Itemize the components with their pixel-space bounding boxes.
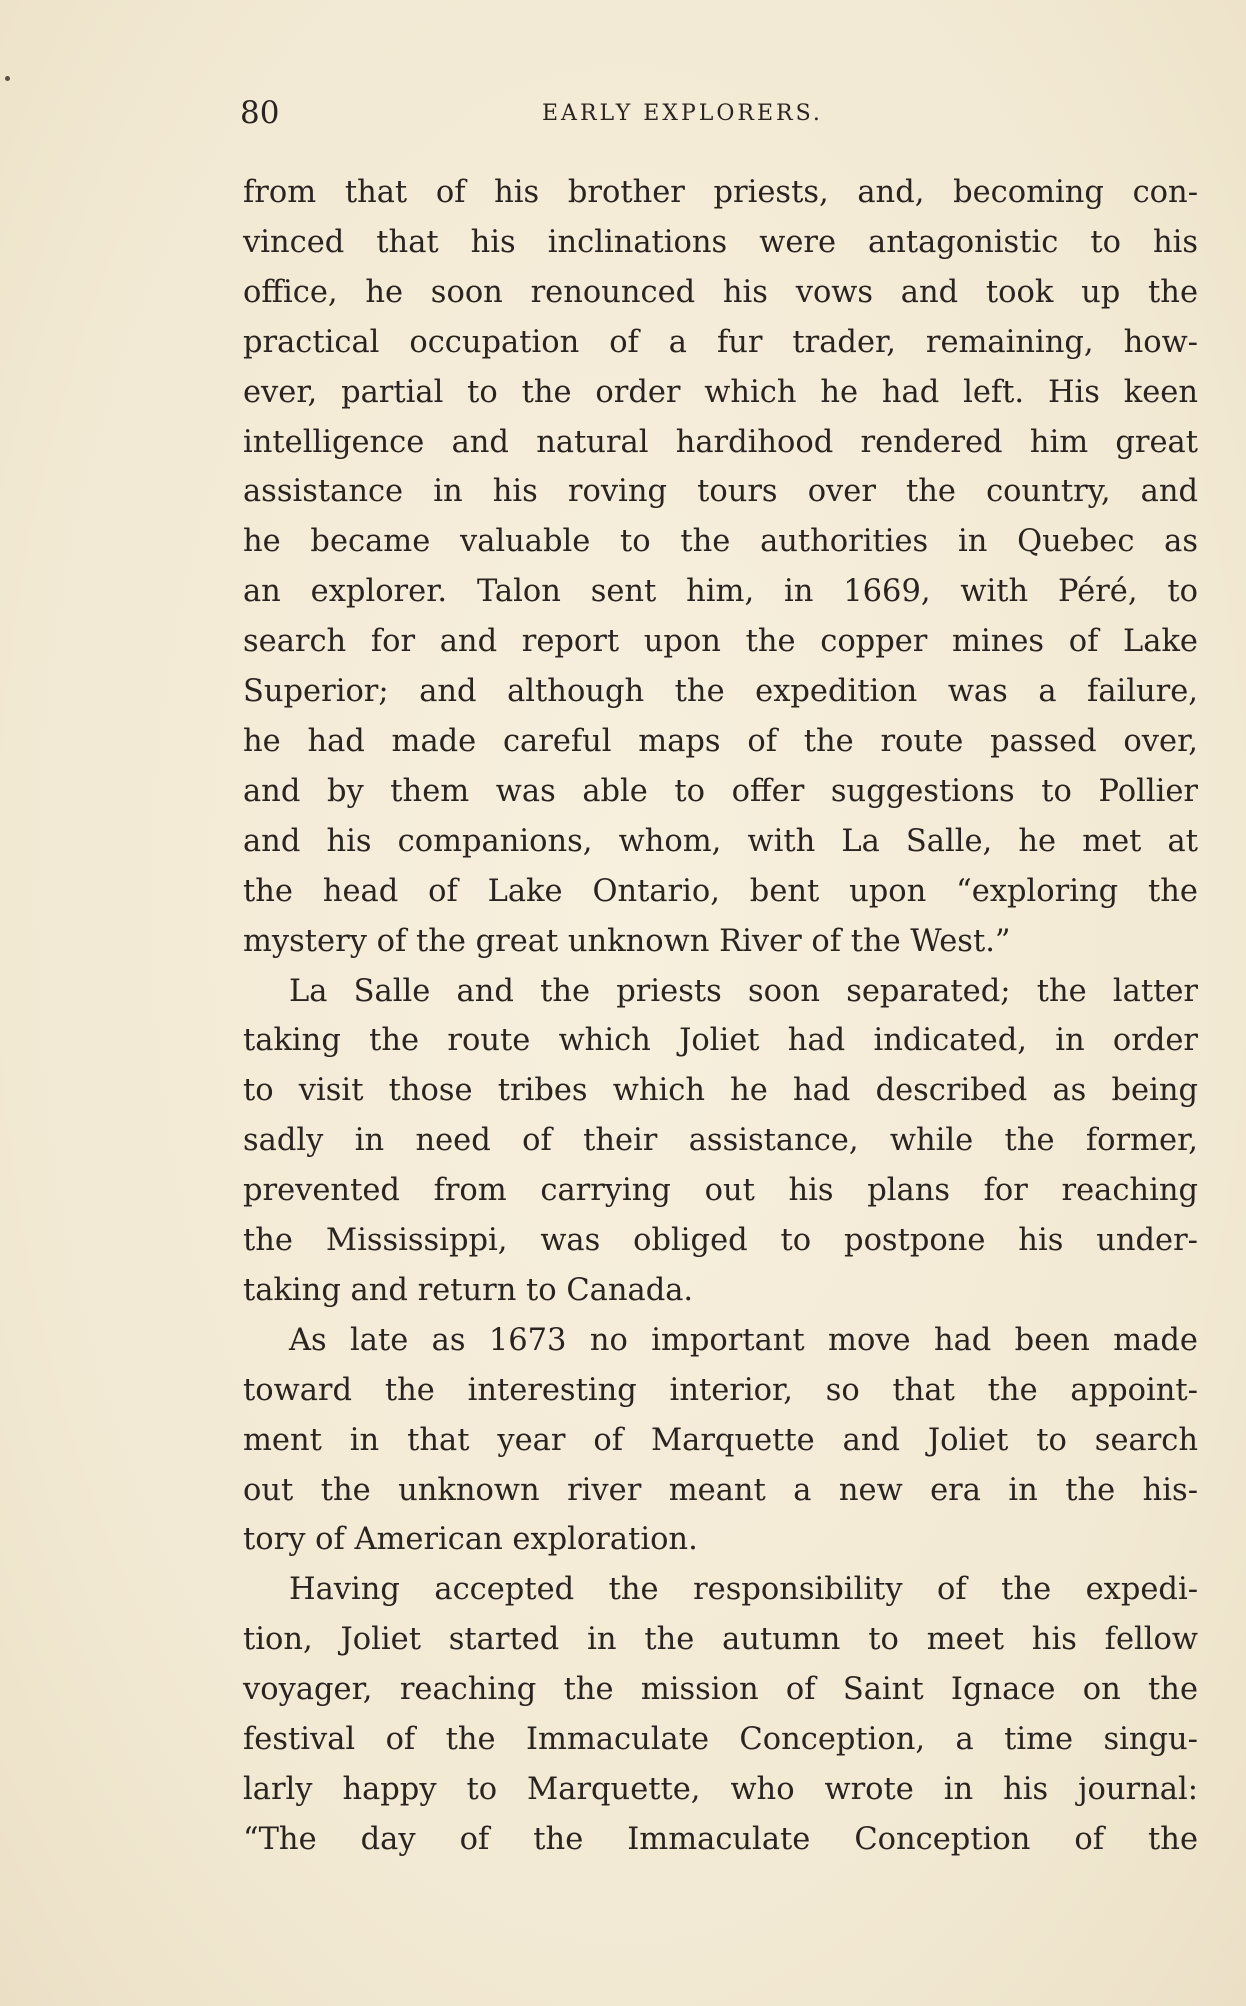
text-line: intelligence and natural hardihood rendered him great [243,424,1198,460]
text-line: Having accepted the responsibility of the expedi- [289,1572,1198,1608]
text-line: “The day of the Immaculate Conception of the [243,1821,1198,1857]
text-line: and by them was able to offer suggestions to Pollier [243,773,1198,809]
text-line: larly happy to Marquette, who wrote in his journal: [243,1772,1198,1807]
text-line: Superior; and although the expedition was a failure, [243,674,1198,710]
page-number: 80 [240,95,280,131]
text-line: assistance in his roving tours over the country, and [243,474,1198,510]
text-line: to visit those tribes which he had described as being [243,1073,1198,1109]
text-line: practical occupation of a fur trader, remaining, how- [243,324,1198,360]
body-text [243,168,1203,1865]
text-line: he had made careful maps of the route passed over, [243,723,1198,759]
text-line: he became valuable to the authorities in Quebec as [243,524,1198,560]
text-line: toward the interesting interior, so that the appoint- [243,1372,1198,1408]
text-line: out the unknown river meant a new era in the his- [243,1472,1198,1508]
text-line: festival of the Immaculate Conception, a time singu- [243,1722,1198,1758]
text-line: taking the route which Joliet had indicated, in order [243,1023,1198,1059]
text-line: ever, partial to the order which he had left. His keen [243,374,1198,410]
text-line: vinced that his inclinations were antagonistic to his [243,224,1198,260]
running-head: EARLY EXPLORERS. [542,101,823,126]
text-line: search for and report upon the copper mines of Lake [243,624,1198,660]
text-line: prevented from carrying out his plans for reaching [243,1173,1198,1209]
text-line: ment in that year of Marquette and Joliet to search [243,1422,1198,1458]
text-line: and his companions, whom, with La Salle, he met at [243,823,1198,859]
ink-speck [5,76,10,81]
text-line: from that of his brother priests, and, becoming con- [243,175,1198,210]
text-line: an explorer. Talon sent him, in 1669, with Péré, to [243,574,1198,610]
text-line: the Mississippi, was obliged to postpone his under- [243,1223,1198,1259]
text-line: office, he soon renounced his vows and took up the [243,274,1198,310]
text-line: the head of Lake Ontario, bent upon “exploring the [243,873,1198,909]
page-header [240,95,960,135]
text-line: tory of American exploration. [243,1522,698,1558]
text-line: voyager, reaching the mission of Saint Ignace on the [243,1672,1198,1708]
text-line: As late as 1673 no important move had been made [289,1322,1198,1358]
text-line: La Salle and the priests soon separated; the latter [289,973,1198,1009]
text-line: mystery of the great unknown River of the West.” [243,923,1011,959]
text-line: taking and return to Canada. [243,1272,694,1308]
text-line: sadly in need of their assistance, while the former, [243,1123,1198,1159]
text-line: tion, Joliet started in the autumn to meet his fellow [243,1622,1198,1658]
